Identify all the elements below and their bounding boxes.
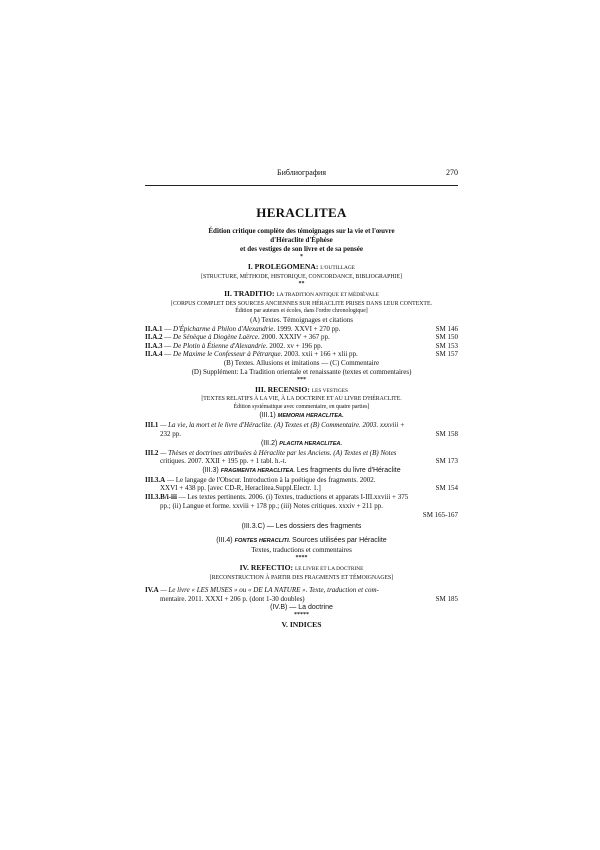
list-item (145, 586, 458, 603)
item-code: II.A.2 (145, 333, 163, 342)
section-note: Édition par auteurs et écoles, dans l'ordre chronologique] (235, 308, 368, 314)
part-title: PLACITA HERACLITEA. (279, 440, 343, 447)
item-rest: . 1999. XXVI + 270 pp. (273, 324, 341, 333)
subtitle-line: d'Héraclite d'Éphèse (270, 236, 333, 244)
page-number: 270 (446, 168, 458, 177)
item-code: III.3.B/i-iii (145, 492, 177, 501)
series-number: SM 158 (435, 429, 458, 438)
item-code: III.2 (145, 448, 159, 457)
item-line: XXVI + 438 pp. [avec CD-R, Heraclitea.Suppl.Electr. 1.] (160, 484, 321, 493)
section-bracket: [TEXTES RELATIFS À LA VIE, À LA DOCTRINE ET AU LIVRE D'HÉRACLITE. (201, 396, 402, 403)
item-line: mentaire. 2011. XXXI + 206 p. (dont 1-30 doubles) (160, 594, 305, 603)
section-note: Édition systématique avec commentaire, en quatre parties] (233, 403, 370, 410)
item-rest: . 2002. xv + 196 pp. (265, 341, 323, 350)
part-title: FRAGMENTA HERACLITEA. (220, 467, 295, 474)
subtitle (145, 227, 458, 254)
main-title: HERACLITEA (256, 205, 347, 220)
section-name: IV. REFECTIO: (239, 563, 294, 573)
section-separator: * (300, 254, 303, 260)
section-desc: LES VESTIGES (311, 387, 349, 394)
item-line: — Les textes pertinents. 2006. (i) Textes, traductions et apparats I-III.xxviii + 375 (178, 492, 409, 501)
item-line: — La vie, la mort et le livre d'Héraclite. (A) Textes et (B) Commentaire. 2003. xxxviii + (160, 421, 405, 430)
list-item (145, 493, 458, 519)
item-code: II.A.3 (145, 341, 163, 350)
series-number: SM 173 (435, 457, 458, 466)
part-heading (145, 439, 458, 449)
item-code: III.3.A (145, 475, 166, 484)
item-line: — Le langage de l'Obscur. Introduction à la poétique des fragments. 2002. (166, 475, 376, 484)
series-number: SM 165-167 (422, 510, 458, 519)
list-item: II.A.2 — De Sénèque à Diogène Laërce. 2000. XXXIV + 367 pp. SM 150 (145, 333, 458, 342)
section-traditio (145, 289, 458, 301)
section-desc: LA TRADITION ANTIQUE ET MÉDIÉVALE (276, 292, 379, 298)
item-rest: . 2000. XXXIV + 367 pp. (257, 333, 330, 342)
document-page (145, 168, 458, 630)
part-a: (A) Textes. Témoignages et citations (250, 315, 353, 324)
section-name: I. PROLEGOMENA: (247, 262, 319, 271)
list-item: II.A.4 — De Maxime le Confesseur à Pétrarque. 2003. xxii + 166 + xlii pp. SM 157 (145, 350, 458, 359)
section-prolegomena (145, 262, 458, 274)
item-code: III.1 (145, 421, 159, 430)
part-heading: (IV.B) — La doctrine (270, 604, 333, 612)
section-name: V. INDICES (281, 620, 322, 630)
section-separator: ** (298, 281, 305, 287)
list-item: II.A.3 — De Plotin à Étienne d'Alexandrie. 2002. xv + 196 pp. SM 153 (145, 341, 458, 350)
list-item (145, 421, 458, 438)
part-heading (145, 411, 458, 421)
part-rest: Sources utilisées par Héraclite (290, 537, 387, 545)
section-name: III. RECENSIO: (254, 384, 310, 394)
section-desc: LE LIVRE ET LA DOCTRINE (294, 566, 364, 573)
subtitle-line: et des vestiges de son livre et de sa pensée (240, 245, 363, 253)
section-desc: L'OUTILLAGE (320, 265, 356, 271)
section-bracket: [STRUCTURE, MÉTHODE, HISTORIQUE, CONCORDANCE, BIBLIOGRAPHIE] (201, 273, 402, 280)
section-separator: **** (295, 555, 308, 562)
part-label: (III.1) (259, 412, 276, 420)
item-code: IV.A (145, 586, 159, 595)
part-d: (D) Supplément: La Tradition orientale et renaissante (textes et commentaires) (191, 367, 412, 376)
part-b: (B) Textes. Allusions et imitations — (C) Commentaire (223, 358, 380, 367)
header-rule (145, 185, 458, 186)
item-line: — Thèses et doctrines attribuées à Héraclite par les Anciens. (A) Textes et (B) Notes (160, 448, 397, 457)
item-title: De Maxime le Confesseur à Pétrarque (173, 350, 281, 359)
part-heading: (III.3.C) — Les dossiers des fragments (241, 523, 362, 531)
item-title: De Plotin à Étienne d'Alexandrie (173, 341, 266, 350)
item-title: D'Épicharme à Philon d'Alexandrie (173, 324, 274, 333)
part-subtitle: Textes, traductions et commentaires (251, 546, 352, 555)
part-title: MEMORIA HERACLITEA. (277, 413, 344, 420)
part-label: (III.4) (216, 537, 233, 545)
section-separator: ***** (294, 612, 309, 619)
series-number: SM 185 (435, 594, 458, 603)
section-bracket: [RECONSTRUCTION À PARTIR DES FRAGMENTS ET TÉMOIGNAGES] (209, 574, 394, 581)
series-number: SM 154 (435, 484, 458, 493)
part-label: (III.2) (260, 439, 278, 447)
running-title: Библиография (277, 168, 326, 177)
item-line: critiques. 2007. XXII + 195 pp. + 1 tabl. h.-t. (160, 457, 287, 466)
list-item: II.A.1 — D'Épicharme à Philon d'Alexandrie. 1999. XXVI + 270 pp. SM 146 (145, 324, 458, 333)
section-bracket: [CORPUS COMPLET DES SOURCES ANCIENNES SUR HÉRACLITE PRISES DANS LEUR CONTEXTE. (171, 300, 432, 307)
section-recensio (145, 385, 458, 397)
series-number: SM 157 (435, 350, 458, 359)
page-header (145, 168, 458, 182)
section-indices (145, 620, 458, 630)
part-rest: Les fragments du livre d'Héraclite (294, 466, 401, 474)
series-number: SM 150 (435, 333, 458, 342)
item-code: II.A.4 (145, 350, 163, 359)
section-name: II. TRADITIO: (224, 289, 275, 298)
item-line: 232 pp. (160, 429, 181, 438)
list-item (145, 476, 458, 493)
item-rest: . 2003. xxii + 166 + xlii pp. (280, 350, 358, 359)
part-label: (III.3) (202, 466, 219, 474)
series-number: SM 153 (435, 341, 458, 350)
section-refectio (145, 563, 458, 575)
section-separator: *** (297, 376, 306, 383)
item-title: De Sénèque à Diogène Laërce (173, 333, 258, 342)
item-line: pp.; (ii) Langue et forme. xxviii + 178 pp.; (iii) Notes critiques. xxxiv + 211 pp. (160, 501, 384, 510)
part-heading (145, 466, 458, 476)
part-heading (145, 536, 458, 546)
series-number: SM 146 (435, 324, 458, 333)
list-item (145, 449, 458, 466)
item-line: — Le livre « LES MUSES » ou « DE LA NATURE ». Texte, traduction et com- (160, 586, 379, 595)
item-code: II.A.1 (145, 324, 163, 333)
part-title: FONTES HERACLITI. (234, 538, 291, 545)
subtitle-line: Édition critique complète des témoignages sur la vie et l'œuvre (208, 227, 395, 235)
